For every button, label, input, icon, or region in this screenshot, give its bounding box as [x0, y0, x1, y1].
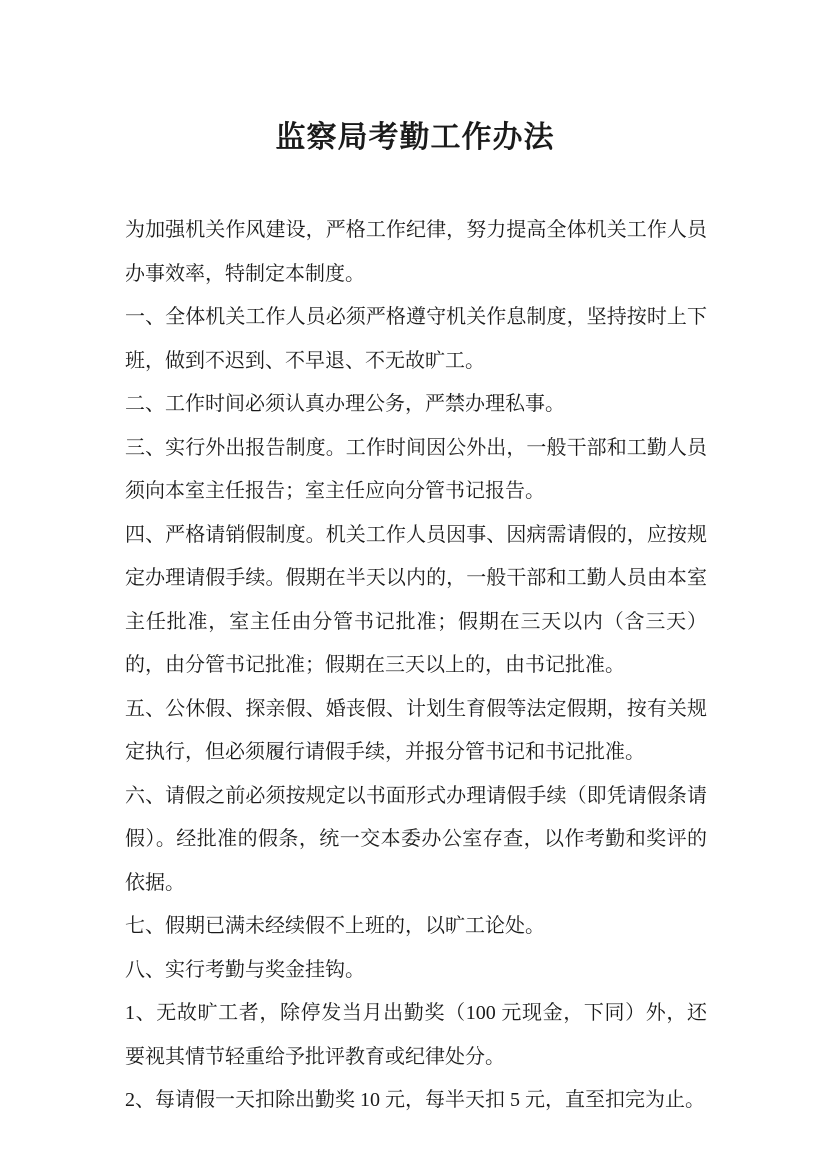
document-title: 监察局考勤工作办法 — [275, 121, 555, 154]
paragraph-intro: 为加强机关作风建设，严格工作纪律，努力提高全体机关工作人员办事效率，特制定本制度。 — [125, 219, 707, 285]
paragraph-article-7: 七、假期已满未经续假不上班的，以旷工论处。 — [125, 915, 545, 937]
paragraph-article-8: 八、实行考勤与奖金挂钩。 — [125, 958, 365, 981]
paragraph-article-5: 五、公休假、探亲假、婚丧假、计划生育假等法定假期，按有关规定执行，但必须履行请假手续，并报分管书记和书记批准。 — [125, 697, 707, 763]
paragraph-article-6: 六、请假之前必须按规定以书面形式办理请假手续（即凭请假条请假）。经批准的假条，统一交本委办公室存查，以作考勤和奖评的依据。 — [125, 784, 707, 894]
document-body — [125, 209, 707, 1123]
paragraph-article-1: 一、全体机关工作人员必须严格遵守机关作息制度，坚持按时上下班，做到不迟到、不早退、不无故旷工。 — [125, 306, 707, 372]
paragraph-article-3: 三、实行外出报告制度。工作时间因公外出，一般干部和工勤人员须向本室主任报告；室主任应向分管书记报告。 — [125, 436, 707, 502]
paragraph-item-1: 1、无故旷工者，除停发当月出勤奖（100 元现金，下同）外，还要视其情节轻重给予批评教育或纪律处分。 — [125, 1002, 707, 1068]
paragraph-article-2: 二、工作时间必须认真办理公务，严禁办理私事。 — [125, 393, 565, 415]
paragraph-article-4: 四、严格请销假制度。机关工作人员因事、因病需请假的，应按规定办理请假手续。假期在半天以内的，一般干部和工勤人员由本室主任批准，室主任由分管书记批准；假期在三天以内（含三天）的，由分管书记批准；假期在三天以上的，由书记批准。 — [125, 523, 707, 676]
paragraph-item-2: 2、每请假一天扣除出勤奖 10 元，每半天扣 5 元，直至扣完为止。 — [125, 1089, 705, 1111]
